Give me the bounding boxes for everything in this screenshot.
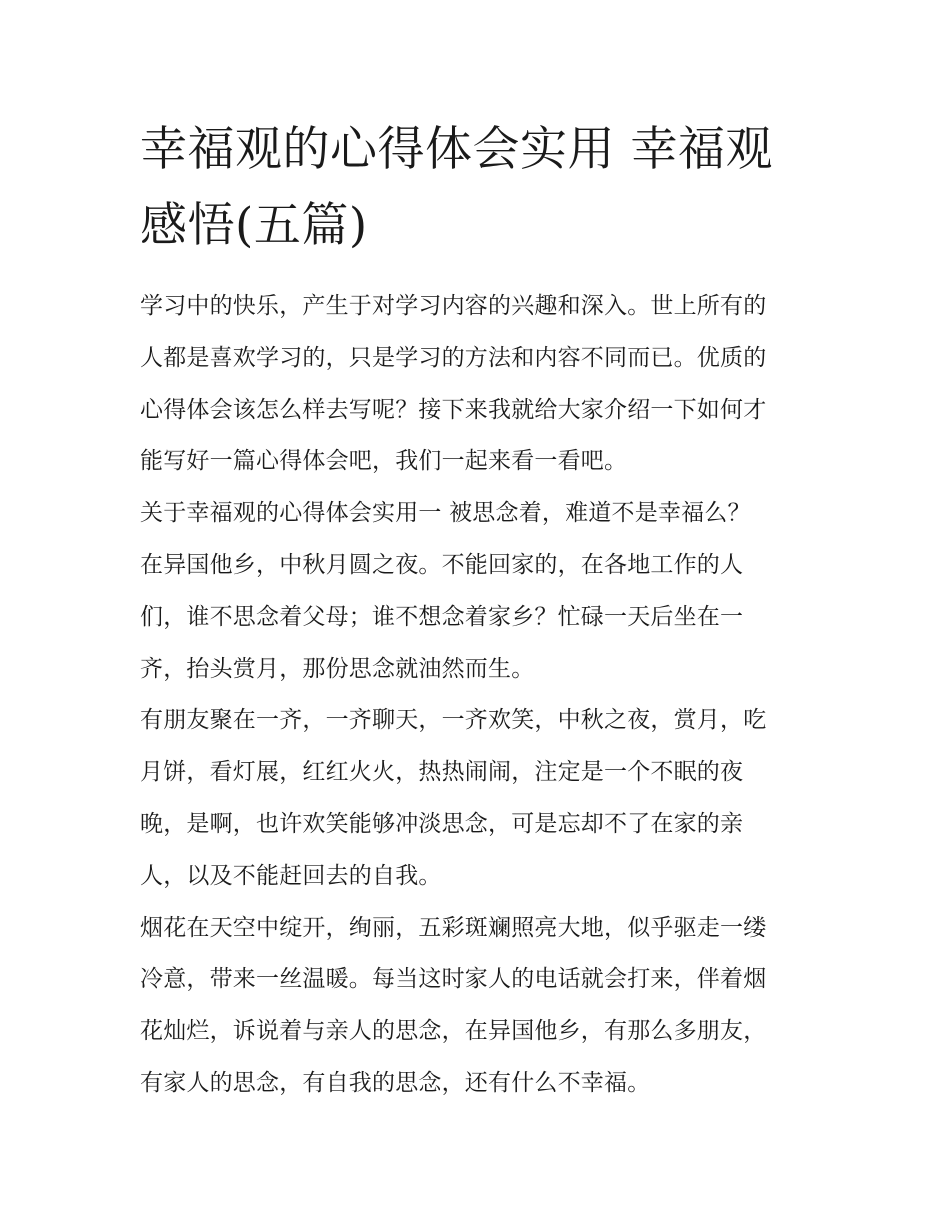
- paragraph-intro: [140, 281, 820, 488]
- text-line: 人，以及不能赶回去的自我。: [140, 862, 442, 889]
- paragraph-3: [140, 903, 820, 1110]
- text-line: 关于幸福观的心得体会实用一 被思念着，难道不是幸福么？: [140, 500, 751, 527]
- text-line: 晚，是啊，也许欢笑能够冲淡思念，可是忘却不了在家的亲: [140, 810, 744, 837]
- text-line: 有朋友聚在一齐，一齐聊天，一齐欢笑，中秋之夜，赏月，吃: [140, 707, 767, 734]
- text-line: 齐，抬头赏月，那份思念就油然而生。: [140, 655, 535, 682]
- text-line: 能写好一篇心得体会吧，我们一起来看一看吧。: [140, 448, 628, 475]
- paragraph-2: [140, 695, 820, 902]
- document-body: [140, 281, 820, 1110]
- paragraph-1: [140, 488, 820, 695]
- title-line-1: 幸福观的心得体会实用 幸福观: [140, 122, 773, 177]
- text-line: 们，谁不思念着父母；谁不想念着家乡？忙碌一天后坐在一: [140, 603, 744, 630]
- text-line: 心得体会该怎么样去写呢？接下来我就给大家介绍一下如何才: [140, 396, 767, 423]
- text-line: 烟花在天空中绽开，绚丽，五彩斑斓照亮大地，似乎驱走一缕: [140, 914, 767, 941]
- title-line-2: 感悟(五篇): [140, 198, 368, 253]
- text-line: 月饼，看灯展，红红火火，热热闹闹，注定是一个不眠的夜: [140, 759, 744, 786]
- text-line: 冷意，带来一丝温暖。每当这时家人的电话就会打来，伴着烟: [140, 966, 767, 993]
- text-line: 在异国他乡，中秋月圆之夜。不能回家的，在各地工作的人: [140, 551, 744, 578]
- page-title: [140, 112, 820, 264]
- text-line: 学习中的快乐，产生于对学习内容的兴趣和深入。世上所有的: [140, 293, 767, 319]
- text-line: 有家人的思念，有自我的思念，还有什么不幸福。: [140, 1069, 651, 1096]
- text-line: 人都是喜欢学习的，只是学习的方法和内容不同而已。优质的: [140, 344, 767, 371]
- text-line: 花灿烂，诉说着与亲人的思念，在异国他乡，有那么多朋友，: [140, 1018, 767, 1045]
